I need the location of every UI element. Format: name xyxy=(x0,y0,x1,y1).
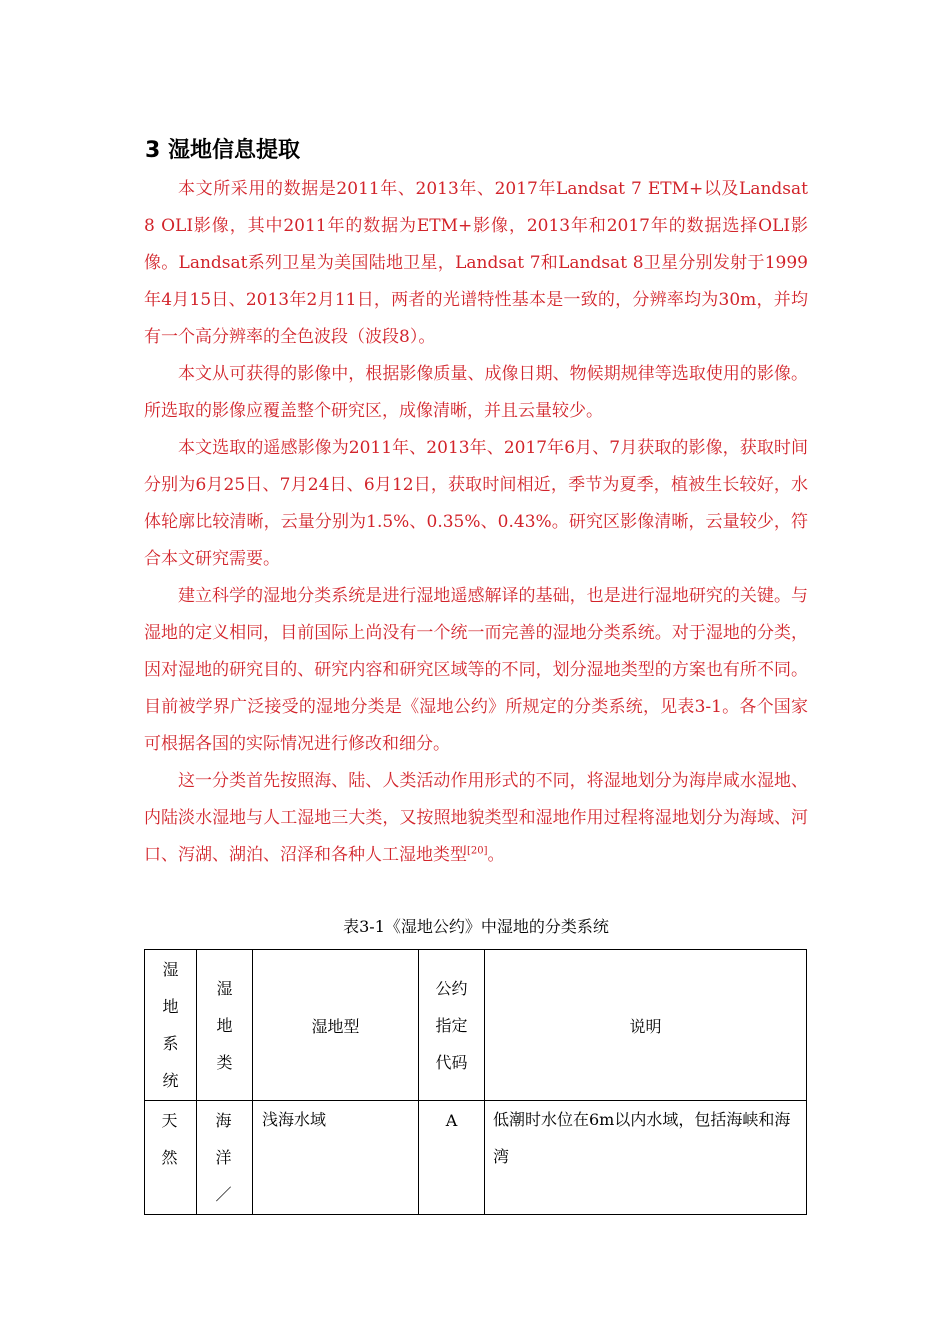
citation-ref[interactable]: [20] xyxy=(467,845,488,857)
paragraph-classification-system: 建立科学的湿地分类系统是进行湿地遥感解译的基础，也是进行湿地研究的关键。与湿地的定义相同，目前国际上尚没有一个统一而完善的湿地分类系统。对于湿地的分类，因对湿地的研究目的、研究内容和研究区域等的不同，划分湿地类型的方案也有所不同。目前被学界广泛接受的湿地分类是《湿地公约》所规定的分类系统，见表3-1。各个国家可根据各国的实际情况进行修改和细分。 xyxy=(144,586,808,754)
header-convention-code: 公约指定代码 xyxy=(419,950,485,1101)
paragraph-text: 这一分类首先按照海、陆、人类活动作用形式的不同，将湿地划分为海岸咸水湿地、内陆淡水湿地与人工湿地三大类，又按照地貌类型和湿地作用过程将湿地划分为海域、河口、泻湖、湖泊、沼泽和各种人工湿地类型 xyxy=(144,771,808,865)
cell-system: 天然 xyxy=(145,1101,197,1215)
header-wetland-system: 湿地系统 xyxy=(145,950,197,1101)
cell-class: 海洋／ xyxy=(197,1101,253,1215)
cell-code: A xyxy=(419,1101,485,1215)
table-caption: 表3-1《湿地公约》中湿地的分类系统 xyxy=(343,917,609,936)
paragraph-classification-method xyxy=(144,763,808,874)
table-row xyxy=(145,1101,807,1215)
paragraph-acquisition-time: 本文选取的遥感影像为2011年、2013年、2017年6月、7月获取的影像，获取时间分别为6月25日、7月24日、6月12日，获取时间相近，季节为夏季，植被生长较好，水体轮廓比较清晰，云量分别为1.5%、0.35%、0.43%。研究区影像清晰，云量较少，符合本文研究需要。 xyxy=(144,438,808,569)
header-wetland-type: 湿地型 xyxy=(253,950,419,1101)
cell-type: 浅海水域 xyxy=(253,1101,419,1215)
header-description: 说明 xyxy=(485,950,807,1101)
paragraph-image-selection: 本文从可获得的影像中，根据影像质量、成像日期、物候期规律等选取使用的影像。所选取的影像应覆盖整个研究区，成像清晰，并且云量较少。 xyxy=(144,364,808,421)
body-text xyxy=(144,171,808,874)
table-header-row xyxy=(145,950,807,1101)
paragraph-end: 。 xyxy=(487,845,505,865)
header-wetland-class: 湿地类 xyxy=(197,950,253,1101)
wetland-classification-table xyxy=(144,949,807,1215)
cell-description: 低潮时水位在6m以内水域，包括海峡和海湾 xyxy=(485,1101,807,1215)
section-heading: 3 湿地信息提取 xyxy=(145,138,300,163)
paragraph-data-source: 本文所采用的数据是2011年、2013年、2017年Landsat 7 ETM+以及Landsat 8 OLI影像，其中2011年的数据为ETM+影像，2013年和2017年的数据选择OLI影像。Landsat系列卫星为美国陆地卫星，Landsat 7和Landsat 8卫星分别发射于1999年4月15日、2013年2月11日，两者的光谱特性基本是一致的，分辨率均为30m，并均有一个高分辨率的全色波段（波段8）。 xyxy=(144,179,808,347)
